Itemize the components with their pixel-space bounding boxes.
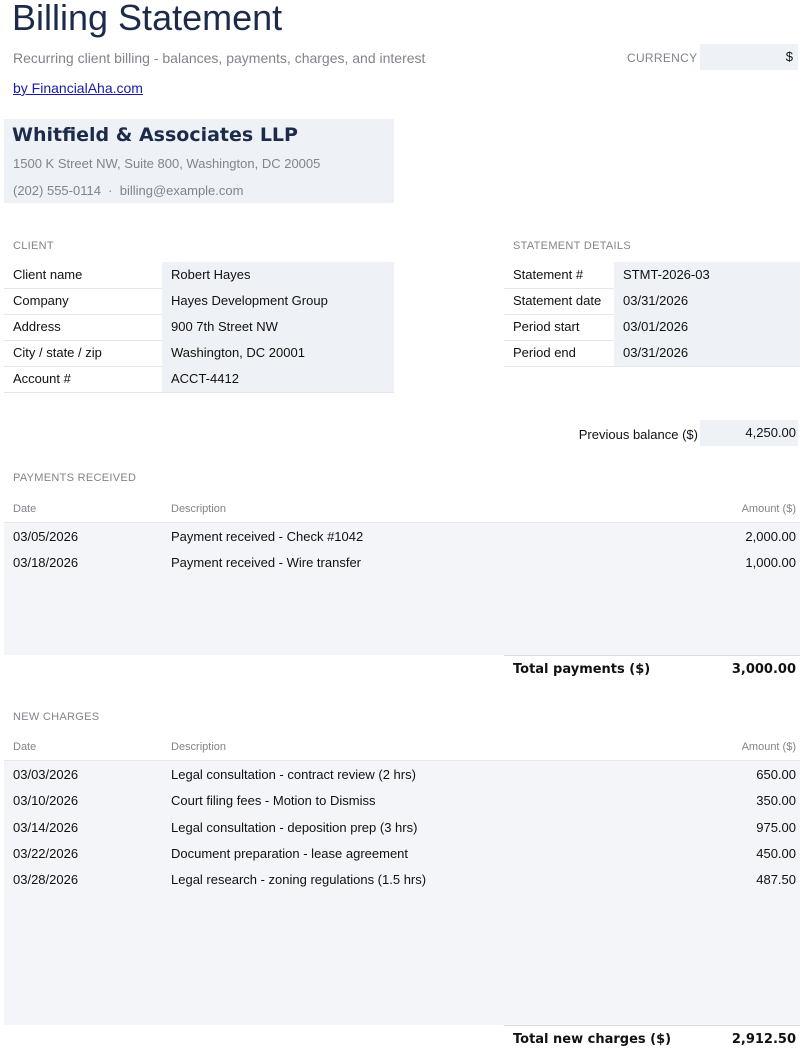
table-row [4, 524, 800, 550]
charge-description[interactable]: Legal consultation - deposition prep (3 hrs) [171, 820, 418, 835]
client-row-account [4, 366, 394, 393]
previous-balance-label: Previous balance ($) [578, 427, 698, 442]
client-company-label: Company [13, 293, 69, 308]
payments-header-amount: Amount ($) [741, 503, 796, 515]
payments-header-description: Description [171, 503, 227, 515]
charge-description[interactable]: Court filing fees - Motion to Dismiss [171, 793, 376, 808]
payments-section-label: PAYMENTS RECEIVED [13, 472, 137, 484]
total-charges-label: Total new charges ($) [513, 1032, 672, 1047]
charge-description[interactable]: Legal consultation - contract review (2 hrs) [171, 767, 416, 782]
client-name-field[interactable]: Robert Hayes [162, 262, 394, 288]
firm-name: Whitfield & Associates LLP [12, 124, 298, 146]
client-address-field[interactable]: 900 7th Street NW [162, 314, 394, 340]
client-row-address [4, 314, 394, 341]
charge-amount[interactable]: 975.00 [756, 820, 796, 835]
payment-date[interactable]: 03/05/2026 [13, 529, 79, 544]
client-city-field[interactable]: Washington, DC 20001 [162, 340, 394, 366]
total-payments-value: 3,000.00 [731, 662, 796, 677]
period-start-field[interactable]: 03/01/2026 [614, 314, 800, 340]
table-row [4, 762, 800, 788]
period-end-field[interactable]: 03/31/2026 [614, 340, 800, 366]
table-row [4, 867, 800, 893]
client-row-name [4, 262, 394, 289]
statement-date-label: Statement date [513, 293, 602, 308]
charges-total-divider [504, 1025, 800, 1026]
firm-block [4, 119, 394, 203]
payment-description[interactable]: Payment received - Wire transfer [171, 555, 362, 570]
client-company-field[interactable]: Hayes Development Group [162, 288, 394, 314]
byline-link[interactable]: by FinancialAha.com [13, 80, 143, 96]
payments-header-date: Date [13, 503, 37, 515]
statement-row-period-start [504, 314, 800, 341]
charge-date[interactable]: 03/03/2026 [13, 767, 79, 782]
statement-row-number [504, 262, 800, 289]
page-title: Billing Statement [12, 0, 283, 38]
client-account-field[interactable]: ACCT-4412 [162, 366, 394, 392]
client-row-company [4, 288, 394, 315]
payment-amount[interactable]: 2,000.00 [745, 529, 796, 544]
charge-amount[interactable]: 650.00 [756, 767, 796, 782]
statement-number-label: Statement # [513, 267, 584, 282]
payments-table [4, 522, 800, 655]
table-row [4, 788, 800, 814]
payment-description[interactable]: Payment received - Check #1042 [171, 529, 364, 544]
charges-header-date: Date [13, 741, 37, 753]
charges-section-label: NEW CHARGES [13, 711, 100, 723]
charge-date[interactable]: 03/10/2026 [13, 793, 79, 808]
firm-contact: (202) 555-0114 · billing@example.com [13, 183, 244, 198]
statement-section-label: STATEMENT DETAILS [513, 240, 631, 252]
total-payments-label: Total payments ($) [513, 662, 651, 677]
currency-label: CURRENCY [627, 51, 698, 65]
firm-address: 1500 K Street NW, Suite 800, Washington, DC 20005 [13, 156, 321, 171]
payment-amount[interactable]: 1,000.00 [745, 555, 796, 570]
charge-description[interactable]: Legal research - zoning regulations (1.5 hrs) [171, 872, 427, 887]
charge-description[interactable]: Document preparation - lease agreement [171, 846, 409, 861]
payments-total-divider [504, 655, 800, 656]
page-subtitle: Recurring client billing - balances, payments, charges, and interest [13, 50, 426, 66]
client-name-label: Client name [13, 267, 83, 282]
currency-input[interactable]: $ [700, 44, 798, 70]
previous-balance-field[interactable]: 4,250.00 [700, 420, 798, 446]
statement-number-field[interactable]: STMT-2026-03 [614, 262, 800, 288]
client-address-label: Address [13, 319, 61, 334]
charges-table [4, 760, 800, 1025]
charge-amount[interactable]: 487.50 [756, 872, 796, 887]
table-row [4, 841, 800, 867]
charges-header-amount: Amount ($) [741, 741, 796, 753]
period-start-label: Period start [513, 319, 580, 334]
client-row-city [4, 340, 394, 367]
charge-date[interactable]: 03/22/2026 [13, 846, 79, 861]
client-section-label: CLIENT [13, 240, 54, 252]
period-end-label: Period end [513, 345, 576, 360]
client-city-label: City / state / zip [13, 345, 102, 360]
statement-row-date [504, 288, 800, 315]
charge-amount[interactable]: 350.00 [756, 793, 796, 808]
charge-amount[interactable]: 450.00 [756, 846, 796, 861]
payment-date[interactable]: 03/18/2026 [13, 555, 79, 570]
charges-header-description: Description [171, 741, 227, 753]
total-charges-value: 2,912.50 [731, 1032, 796, 1047]
client-account-label: Account # [13, 371, 71, 386]
statement-date-field[interactable]: 03/31/2026 [614, 288, 800, 314]
table-row [4, 550, 800, 576]
table-row [4, 815, 800, 841]
charge-date[interactable]: 03/28/2026 [13, 872, 79, 887]
statement-row-period-end [504, 340, 800, 367]
charge-date[interactable]: 03/14/2026 [13, 820, 79, 835]
